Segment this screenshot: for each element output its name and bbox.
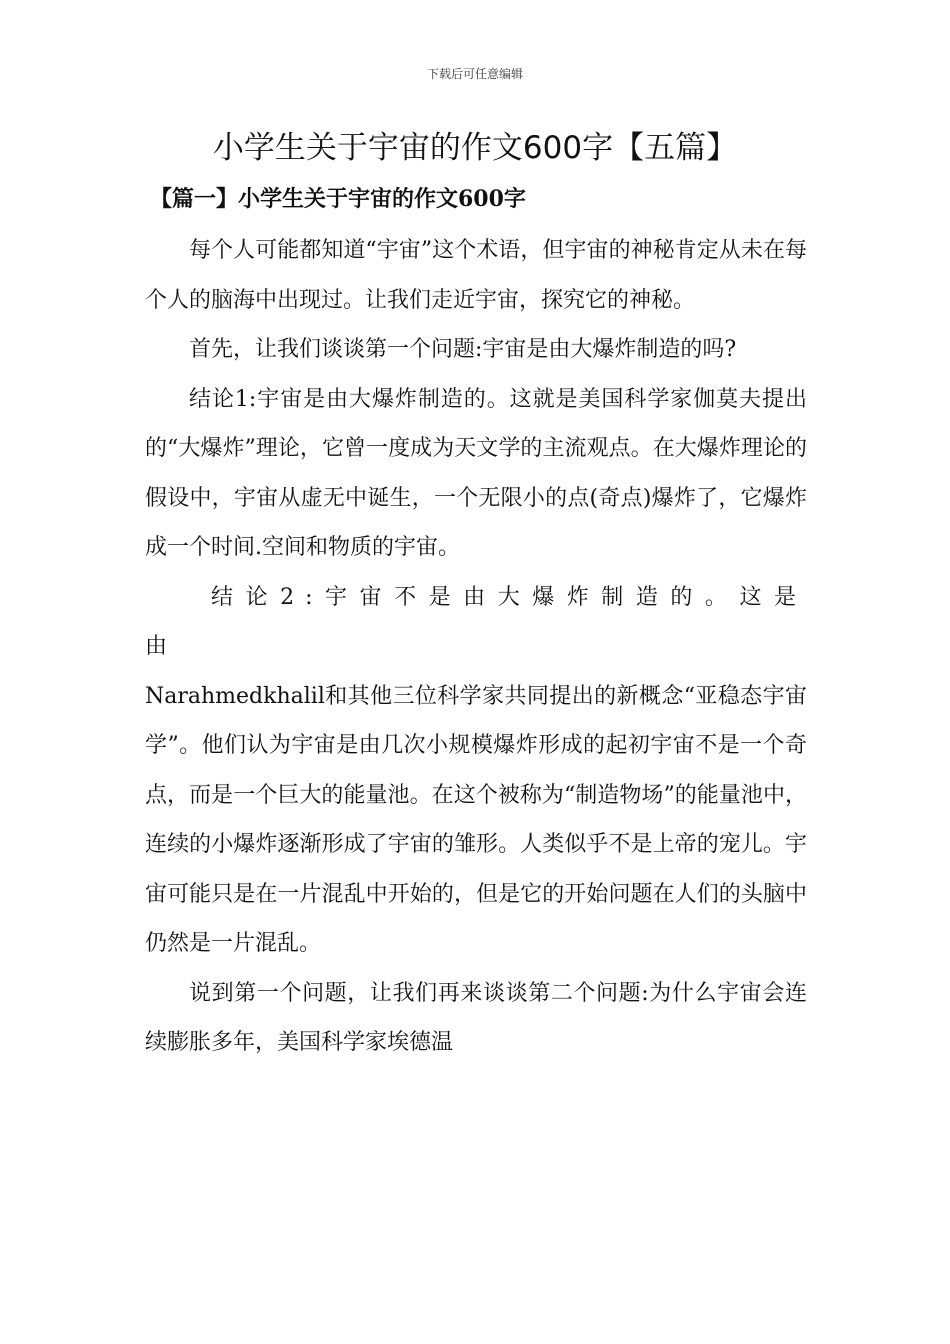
paragraph-conclusion-2: Narahmedkhalil和其他三位科学家共同提出的新概念“亚稳态宇宙学”。他们认为宇宙是由几次小规模爆炸形成的起初宇宙不是一个奇点，而是一个巨大的能量池。在这个被称为“制造物场”的能量池中，连续的小爆炸逐渐形成了宇宙的雏形。人类似乎不是上帝的宠儿。宇宙可能只是在一片混乱中开始的，但是它的开始问题在人们的头脑中仍然是一片混乱。: [145, 683, 807, 956]
paragraph-conclusion-2-lead: 结论2:宇宙不是由大爆炸制造的。这是由: [145, 584, 807, 659]
document-body: [145, 226, 807, 1068]
section-heading: 【篇一】小学生关于宇宙的作文600字: [150, 186, 526, 212]
paragraph-intro: 每个人可能都知道“宇宙”这个术语，但宇宙的神秘肯定从未在每个人的脑海中出现过。让我们走近宇宙，探究它的神秘。: [145, 238, 807, 313]
document-title: 小学生关于宇宙的作文600字【五篇】: [212, 130, 738, 166]
paragraph-conclusion-1: 结论1:宇宙是由大爆炸制造的。这就是美国科学家伽莫夫提出的“大爆炸”理论，它曾一度成为天文学的主流观点。在大爆炸理论的假设中，宇宙从虚无中诞生，一个无限小的点(奇点)爆炸了，它爆炸成一个时间.空间和物质的宇宙。: [145, 386, 807, 560]
header-note: 下载后可任意编辑: [426, 67, 523, 81]
paragraph-first-question: 首先，让我们谈谈第一个问题:宇宙是由大爆炸制造的吗?: [189, 337, 737, 362]
paragraph-second-question: 说到第一个问题，让我们再来谈谈第二个问题:为什么宇宙会连续膨胀多年，美国科学家埃德温: [145, 980, 807, 1055]
